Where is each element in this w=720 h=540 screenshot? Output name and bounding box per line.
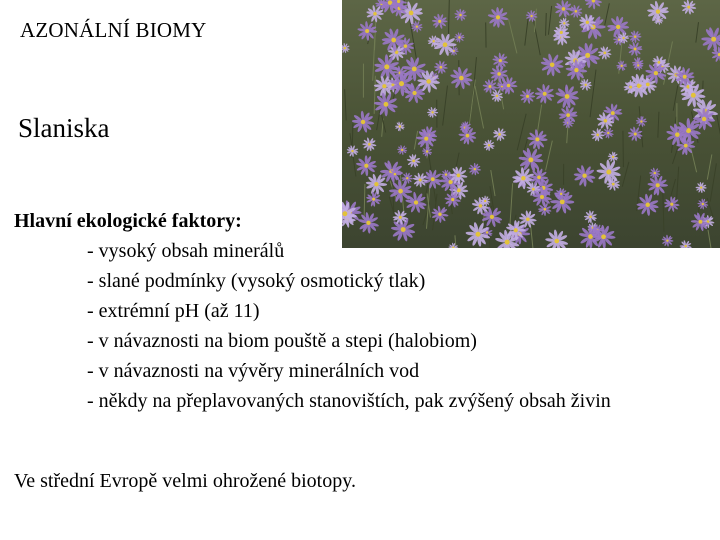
slide-title: Slaniska <box>18 113 110 143</box>
factor-item: - v návaznosti na vývěry minerálních vod <box>87 360 420 382</box>
ecological-factors <box>14 206 611 416</box>
factor-item: - extrémní pH (až 11) <box>87 300 260 322</box>
factor-item: - vysoký obsah minerálů <box>87 240 285 262</box>
slide-footer: Ve střední Evropě velmi ohrožené biotopy. <box>14 470 356 492</box>
factor-item: - slané podmínky (vysoký osmotický tlak) <box>87 270 426 292</box>
factors-heading: Hlavní ekologické faktory: <box>14 210 242 232</box>
factor-item: - v návaznosti na biom pouště a stepi (halobiom) <box>87 330 477 352</box>
factors-list <box>14 236 611 416</box>
slide-kicker: AZONÁLNÍ BIOMY <box>20 18 207 42</box>
stem <box>546 13 547 36</box>
factor-item: - někdy na přeplavovaných stanovištích, pak zvýšený obsah živin <box>87 390 611 412</box>
